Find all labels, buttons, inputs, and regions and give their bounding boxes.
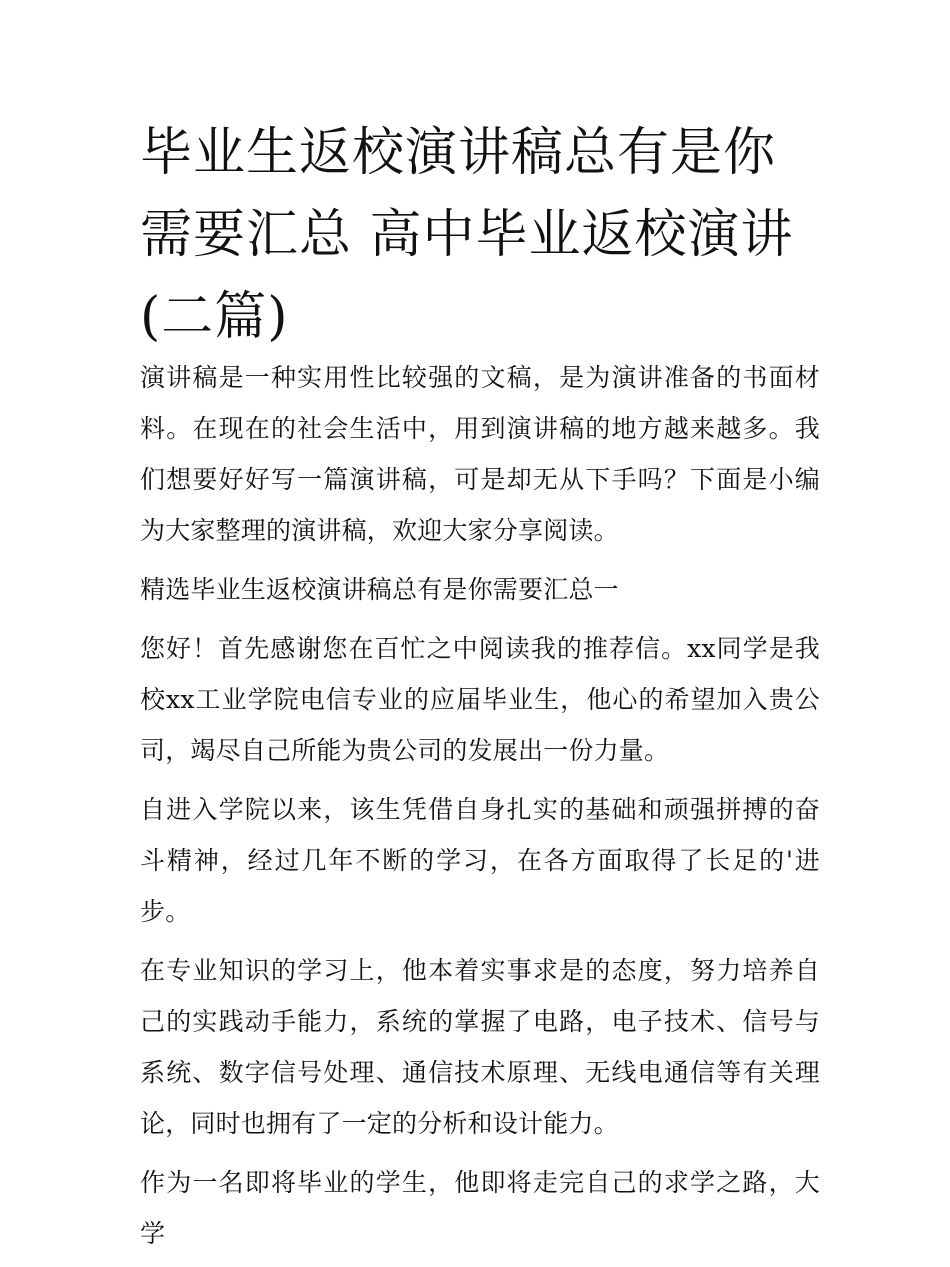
paragraph-intro: 演讲稿是一种实用性比较强的文稿，是为演讲准备的书面材料。在现在的社会生活中，用到演讲稿的地方越来越多。我们想要好好写一篇演讲稿，可是却无从下手吗？下面是小编为大家整理的演讲稿，欢迎大家分享阅读。: [140, 363, 820, 545]
paragraph-section-heading: 精选毕业生返校演讲稿总有是你需要汇总一: [140, 575, 619, 604]
paragraph-graduation: 作为一名即将毕业的学生，他即将走完自己的求学之路，大学: [140, 1168, 820, 1248]
paragraph-greeting: 您好！首先感谢您在百忙之中阅读我的推荐信。xx同学是我校xx工业学院电信专业的应届毕业生，他心的希望加入贵公司，竭尽自己所能为贵公司的发展出一份力量。: [140, 634, 820, 765]
document-body: [140, 352, 820, 1267]
paragraph-study: 在专业知识的学习上，他本着实事求是的态度，努力培养自己的实践动手能力，系统的掌握了电路，电子技术、信号与系统、数字信号处理、通信技术原理、无线电通信等有关理论，同时也拥有了一定的分析和设计能力。: [140, 956, 820, 1138]
paragraph-progress: 自进入学院以来，该生凭借自身扎实的基础和顽强拼搏的奋斗精神，经过几年不断的学习，在各方面取得了长足的'进步。: [140, 795, 820, 926]
document-title: 毕业生返校演讲稿总有是你需要汇总 高中毕业返校演讲(二篇): [140, 123, 794, 347]
